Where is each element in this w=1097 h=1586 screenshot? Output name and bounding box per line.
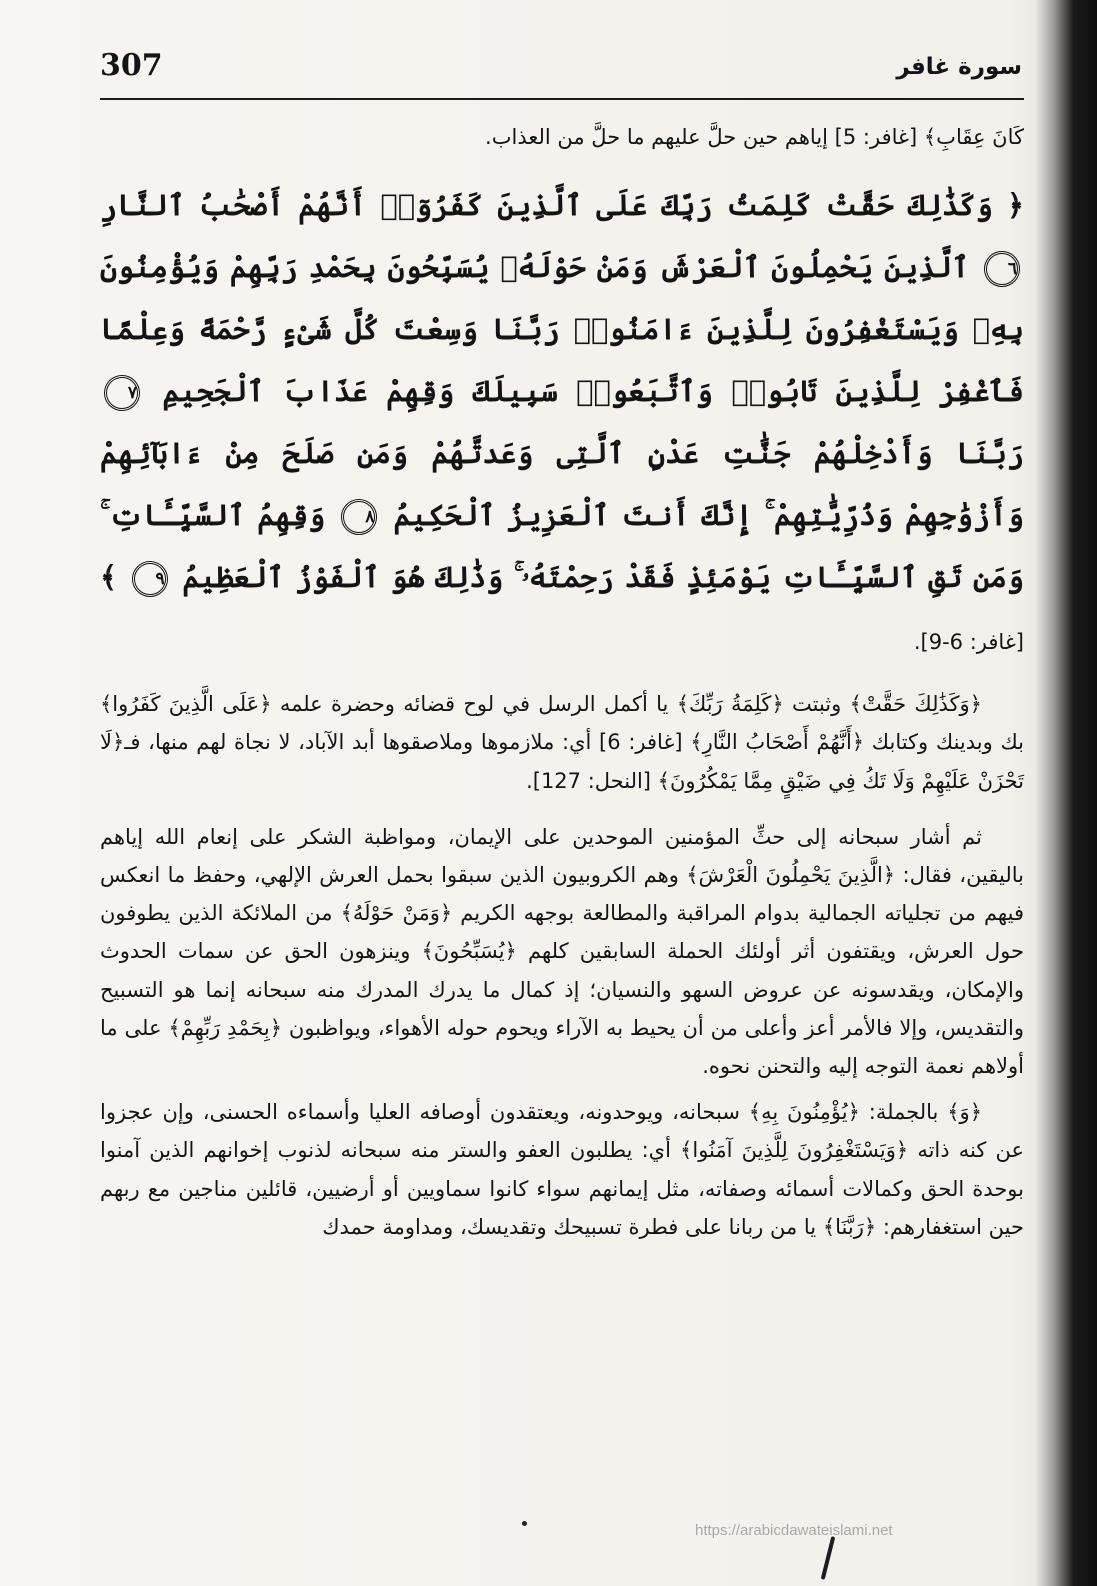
scan-speck xyxy=(522,1521,527,1526)
intro-line: كَانَ عِقَابِ﴾ [غافر: 5] إياهم حين حلَّ عليهم ما حلَّ من العذاب. xyxy=(485,125,1024,149)
verse-reference: [غافر: 6-9]. xyxy=(913,630,1024,655)
commentary-paragraph-3: ﴿وَ﴾ بالجملة: ﴿يُؤْمِنُونَ بِهِ﴾ سبحانه، ويوحدونه، ويعتقدون أوصافه العليا وأسماءه الحسنى، وإن عجزوا عن كنه ذاته ﴿وَيَسْتَغْفِرُونَ لِلَّذِينَ آمَنُوا﴾ أي: يطلبون العفو والستر منه سبحانه لذنوب إخوانهم الذين آمنوا بوحدة الحق وكمالات أسمائه وصفاته، مثل إيمانهم سواء كانوا سماويين أو أرضيين، قائلين مناجين مع ربهم حين استغفارهم: ﴿رَبَّنَا﴾ يا من ربانا على فطرة تسبيحك وتقديسك، ومداومة حمدك xyxy=(100,1100,1024,1239)
verse-closing-bracket: ﴾ xyxy=(100,560,117,595)
scan-mark xyxy=(821,1536,836,1580)
scan-shadow-edge xyxy=(1035,0,1097,1586)
verse-text-part-1: ﴿ وَكَذَٰلِكَ حَقَّتْ كَلِمَتُ رَبِّكَ عَلَى ٱلَّذِينَ كَفَرُوٓا۟ أَنَّهُمْ أَصْحَٰبُ ٱلنَّارِ xyxy=(100,188,1024,223)
commentary-paragraph-2: ثم أشار سبحانه إلى حثِّ المؤمنين الموحدين على الإيمان، ومواظبة الشكر على إنعام الله إياهم باليقين، فقال: ﴿الَّذِينَ يَحْمِلُونَ الْعَرْشَ﴾ وهم الكروبيون الذين سبقوا بحمل العرش الإلهي، وحفظ ما انعكس فيهم من تجلياته الجمالية بدوام المراقبة والمطالعة بوجهه الكريم ﴿وَمَنْ حَوْلَهُ﴾ من الملائكة الذين يطوفون حول العرش، ويقتفون أثر أولئك الحملة السابقين كلهم ﴿يُسَبِّحُونَ﴾ وينزهون الحق عن سمات الحدوث والإمكان، ويقدسونه عن عروض السهو والنسيان؛ إذ كمال ما يدرك المدرك منه سبحانه إنما هو التسبيح والتقديس، وإلا فالأمر أعز وأعلى من أن يحيط به الآراء ويحوم حوله الأهواء، ويواظبون ﴿بِحَمْدِ رَبِّهِمْ﴾ على ما أولاهم نعمة التوجه إليه والتحنن نحوه. xyxy=(100,824,1024,1079)
verse-text-part-3: رَبَّنَا وَأَدْخِلْهُمْ جَنَّٰتِ عَدْنٍ ٱلَّتِى وَعَدتَّهُمْ وَمَن صَلَحَ مِنْ ءَابَآئِهِمْ وَأَزْوَٰجِهِمْ وَذُرِّيَّٰتِهِمْ ۚ إِنَّكَ أَنتَ ٱلْعَزِيزُ ٱلْحَكِيمُ xyxy=(100,436,1024,533)
header-rule xyxy=(100,98,1024,100)
commentary-paragraph-1: ﴿وَكَذَٰلِكَ حَقَّتْ﴾ وثبتت ﴿كَلِمَةُ رَبِّكَ﴾ يا أكمل الرسل في لوح قضائه وحضرة علمه ﴿عَلَى الَّذِينَ كَفَرُوا﴾ بك وبدينك وكتابك ﴿أَنَّهُمْ أَصْحَابُ النَّارِ﴾ [غافر: 6] أي: ملازموها وملاصقوها أبد الآباد، لا نجاة لهم منها، فـ﴿لَا تَحْزَنْ عَلَيْهِمْ وَلَا تَكُ فِي ضَيْقٍ مِمَّا يَمْكُرُونَ﴾ [النحل: 127]. xyxy=(100,692,1025,793)
verse-text-part-2: ٱلَّذِينَ يَحْمِلُونَ ٱلْعَرْشَ وَمَنْ حَوْلَهُۥ يُسَبِّحُونَ بِحَمْدِ رَبِّهِمْ وَيُؤْمِنُونَ بِهِۦ وَيَسْتَغْفِرُونَ لِلَّذِينَ ءَامَنُوا۟ رَبَّنَا وَسِعْتَ كُلَّ شَىْءٍ رَّحْمَةً وَعِلْمًا فَٱغْفِرْ لِلَّذِينَ تَابُوا۟ وَٱتَّبَعُوا۟ سَبِيلَكَ وَقِهِمْ عَذَابَ ٱلْجَحِيمِ xyxy=(100,250,1024,409)
watermark-url: https://arabicdawateislami.net xyxy=(695,1522,893,1539)
quran-verse-block xyxy=(100,174,1024,673)
ayah-number-marker: ٩ xyxy=(132,561,168,597)
page-number: 307 xyxy=(100,48,163,83)
ayah-number-marker: ٧ xyxy=(104,375,140,411)
verse-text-part-4: وَقِهِمُ ٱلسَّيِّـَٔاتِ ۚ وَمَن تَقِ ٱلسَّيِّـَٔاتِ يَوْمَئِذٍ فَقَدْ رَحِمْتَهُۥ ۚ وَذَٰلِكَ هُوَ ٱلْفَوْزُ ٱلْعَظِيمُ xyxy=(100,498,1024,595)
ayah-number-marker: ٦ xyxy=(984,251,1020,287)
running-header-surah-title: سورة غافر xyxy=(896,54,1022,80)
ayah-number-marker: ٨ xyxy=(341,499,377,535)
page-body xyxy=(100,118,1024,1246)
